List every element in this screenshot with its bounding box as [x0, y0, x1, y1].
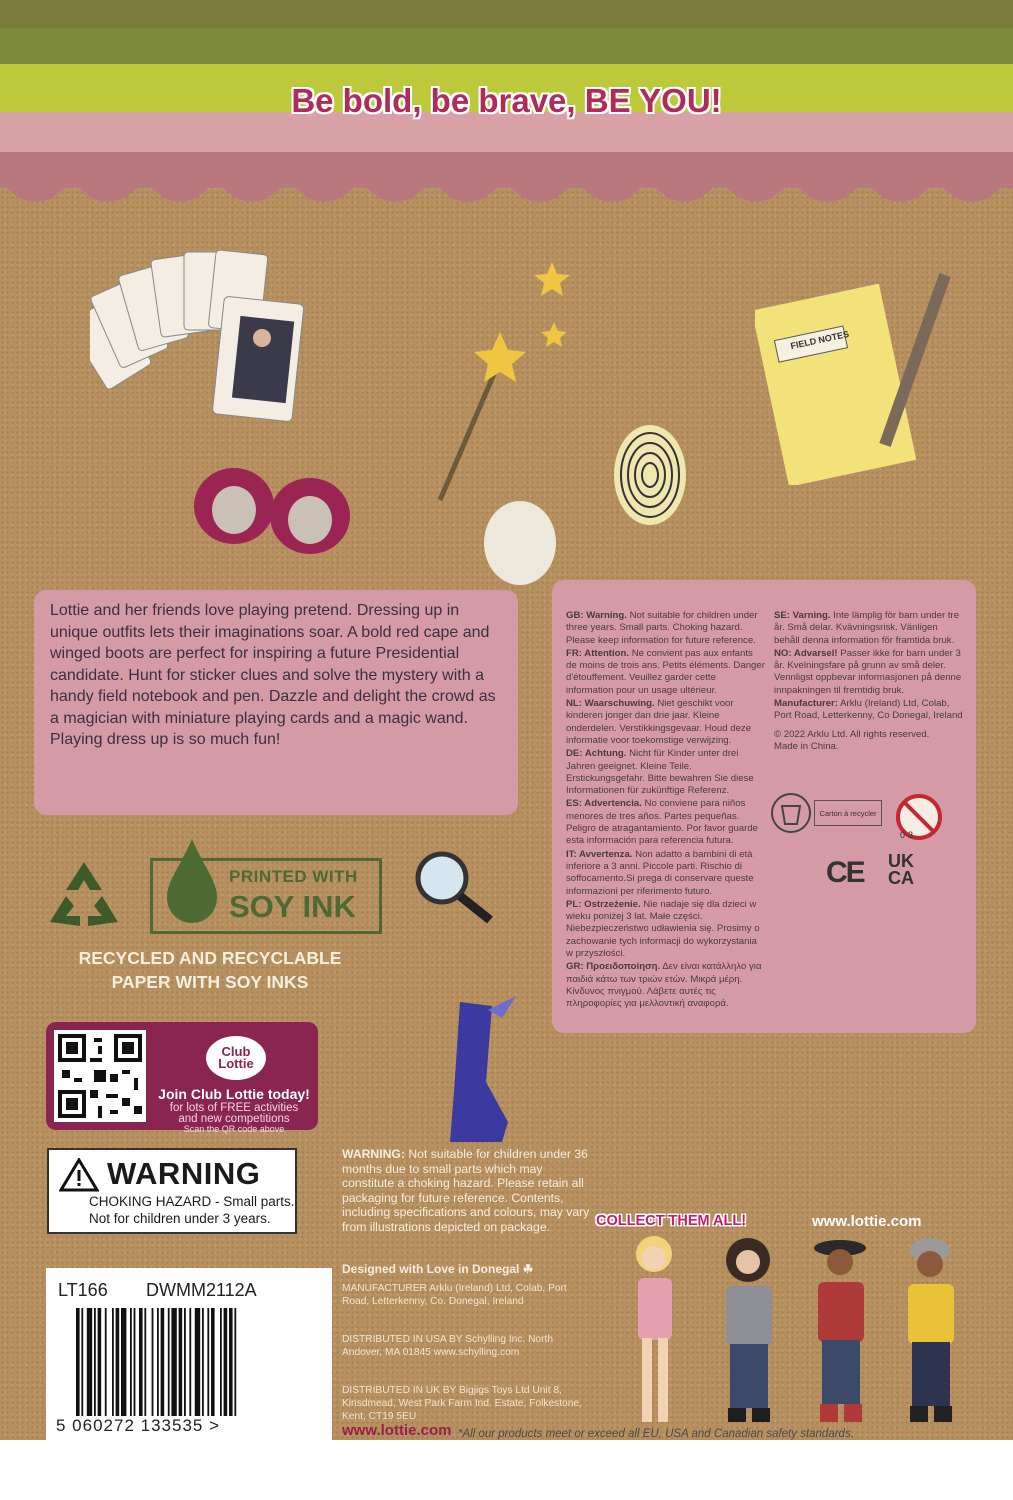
- warning-entry: [566, 610, 766, 647]
- warning-entry: [566, 798, 766, 847]
- barcode-bar: [184, 1308, 186, 1416]
- warning-label: FR: Attention.: [566, 647, 630, 659]
- club-lottie-panel[interactable]: [46, 1022, 318, 1134]
- club-line2: and new competitions: [178, 1113, 290, 1125]
- field-notebook-icon: [755, 255, 965, 485]
- triman-recycle-icon: [770, 792, 812, 834]
- scallop-edge: [0, 180, 1013, 206]
- lottie-dolls-illustration: [608, 1232, 980, 1436]
- barcode-bar: [76, 1308, 80, 1416]
- winged-boot-icon: [430, 992, 520, 1152]
- barcode-bar: [161, 1308, 165, 1416]
- fingerprint-icon: [610, 420, 690, 530]
- choke-line1: CHOKING HAZARD - Small parts.: [89, 1194, 295, 1209]
- warning-label: IT: Avvertenza.: [566, 848, 633, 860]
- barcode-bar: [105, 1308, 107, 1416]
- barcode-bar: [116, 1308, 120, 1416]
- barcode-bar: [207, 1308, 209, 1416]
- barcode-bar: [202, 1308, 204, 1416]
- warning-label: DE: Achtung.: [566, 748, 627, 760]
- warning-label: SE: Varning.: [774, 610, 831, 621]
- warning-entry: [566, 899, 766, 960]
- safety-footer: *All our products meet or exceed all EU, USA and Canadian safety standards.: [458, 1428, 854, 1440]
- warning-label: NO: Advarsel!: [774, 647, 838, 659]
- doll-hat: [814, 1240, 866, 1422]
- batch-code: DWMM2112A: [146, 1280, 257, 1300]
- barcode-bar: [234, 1308, 236, 1416]
- ce-mark: CE: [826, 856, 864, 889]
- copyright: © 2022 Arklu Ltd. All rights reserved.: [774, 728, 930, 740]
- collect-them-all: COLLECT THEM ALL!: [596, 1213, 747, 1229]
- warnings-panel: [552, 580, 976, 1033]
- barcode-bar: [211, 1308, 215, 1416]
- barcode-number: 5 060272 133535 >: [56, 1416, 221, 1435]
- magic-wand-icon: [420, 260, 570, 510]
- warning-entry: [566, 849, 766, 898]
- warning-text: Nicht für Kinder unter drei Jahren geeignet. Kleine Teile. Erstickungsgefahr. Bitte bewahren Sie diese Informationen für zukünftige Referenz.: [566, 748, 754, 797]
- ukca-mark: [888, 853, 914, 887]
- playing-cards-icon: [90, 240, 350, 430]
- doll-brunette: [726, 1238, 772, 1422]
- usa-distributor: DISTRIBUTED IN USA BY Schylling Inc. North Andover, MA 01845 www.schylling.com: [342, 1334, 553, 1358]
- barcode-bar: [229, 1308, 233, 1416]
- warning-text: Arklu (Ireland) Ltd, Colab, Port Road, Letterkenny, Co Donegal, Ireland: [774, 698, 963, 722]
- warnings-right-column: [774, 610, 964, 753]
- club-logo-top: Club: [221, 1044, 251, 1059]
- barcode-bar: [98, 1308, 102, 1416]
- warning-text: Δεν είναι κατάλληλο για παιδιά κάτω των τριών ετών. Μικρά μέρη. Κίνδυνος πνιγμού. Λάβετε αυτές τις πληροφορίες για μελλοντική αναφορά.: [566, 961, 762, 1010]
- notebook-label: FIELD NOTES: [789, 328, 850, 352]
- soy-line1: PRINTED WITH: [229, 867, 358, 886]
- warning-text: Not suitable for children under three years. Small parts. Choking hazard. Please keep information for future reference.: [566, 610, 758, 646]
- age-badge: 0-3: [900, 830, 914, 840]
- barcode-bar: [195, 1308, 200, 1416]
- club-logo-bottom: Lottie: [218, 1056, 254, 1071]
- barcode-bar: [224, 1308, 228, 1416]
- warning-entry: [566, 961, 766, 1010]
- barcode-bar: [130, 1308, 132, 1416]
- warning-text: No conviene para niños menores de tres años. Partes pequeñas. Peligro de atragantamiento. Por favor guarde esta información para referencia futura.: [566, 798, 758, 847]
- barcode-bar: [87, 1308, 92, 1416]
- warning-label: ES: Advertencia.: [566, 798, 642, 810]
- headline: Be bold, be brave, BE YOU!: [291, 82, 722, 119]
- choke-title: WARNING: [107, 1156, 261, 1191]
- soy-ink-badge: [150, 858, 382, 934]
- warning-text: Nie nadaje się dla dzieci w wieku poniżej 3 lat. Małe części. Niebezpieczeństwo udławienia się. Prosimy o zachowanie tych informacji do wykorzystania w przyszłości.: [566, 898, 760, 960]
- description-text: Lottie and her friends love playing pretend. Dressing up in unique outfits lets their imaginations soar. A bold red cape and winged boots are perfect for inspiring a future Presidential candidate. Hunt for sticker clues and solve the mystery with a handy field notebook and pen. Dazzle and delight the crowd as a magician with miniature playing cards and a magic wand. Playing dress up is so much fun!: [50, 602, 496, 748]
- product-code: LT166: [58, 1280, 108, 1300]
- magnifying-glass-icon: [410, 848, 500, 928]
- choke-line2: Not for children under 3 years.: [89, 1211, 271, 1226]
- warning-entry: [774, 698, 964, 723]
- warning-text: Ne convient pas aux enfants de moins de trois ans. Petits éléments. Danger d'étouffement. Veuillez garder cette information pour un usage ultérieur.: [566, 647, 765, 696]
- warning-entry: [774, 648, 964, 697]
- soy-line2: SOY INK: [229, 889, 356, 924]
- recycle-text: [40, 946, 380, 994]
- barcode-bar: [168, 1308, 170, 1416]
- club-lottie-logo: [206, 1036, 266, 1080]
- barcode-bar: [179, 1308, 183, 1416]
- bottom-margin: [0, 1440, 1013, 1500]
- carton-recycle-label: Carton à recycler: [814, 800, 882, 826]
- barcode-bar: [171, 1308, 176, 1416]
- recycle-line1: RECYCLED AND RECYCLABLE: [78, 948, 342, 968]
- uk-distributor: DISTRIBUTED IN UK BY Bigjigs Toys Ltd Unit 8, Kinsdmead, West Park Farm Ind. Estate, Folkestone, Kent, CT19 5EU: [342, 1385, 582, 1422]
- warning-text: Inte lämplig för barn under tre år. Små delar. Kvävningsrisk. Vänligen behåll denna information för framtida bruk.: [774, 610, 960, 646]
- barcode-bar: [139, 1308, 143, 1416]
- doll-boy: [908, 1238, 954, 1422]
- warning-triangle-icon: [59, 1158, 99, 1192]
- warning-entry: [566, 648, 766, 697]
- recycle-icon: [44, 858, 124, 930]
- package-warning-text: Not suitable for children under 36 months due to small parts which may constitute a choking hazard. Please retain all packaging for future reference. Contents, including specifications and colours, may vary from illustrations depicted on package.: [342, 1147, 590, 1234]
- egg-icon: [470, 498, 570, 588]
- warning-label: GR: Προειδοποίηση.: [566, 961, 661, 973]
- binoculars-icon: [188, 440, 358, 560]
- stripe-olive: [0, 0, 1013, 28]
- warning-label: Manufacturer:: [774, 698, 838, 710]
- description-panel: [34, 590, 518, 815]
- manufacturer-address: MANUFACTURER Arklu (Ireland) Ltd, Colab, Port Road, Letterkenny, Co. Donegal, Ireland: [342, 1283, 567, 1307]
- doll-blonde: [636, 1236, 672, 1422]
- warning-label: PL: Ostrzeżenie.: [566, 898, 641, 910]
- ukca-line1: UK: [888, 851, 914, 871]
- barcode-label: [46, 1268, 332, 1440]
- barcode-bar: [112, 1308, 114, 1416]
- package-warning: [342, 1147, 592, 1235]
- club-title: Join Club Lottie today!: [158, 1086, 310, 1102]
- barcode-bar: [81, 1308, 83, 1416]
- website-link[interactable]: www.lottie.com: [342, 1422, 452, 1439]
- warning-text: Niet geschikt voor kinderen jonger dan drie jaar. Kleine onderdelen. Verstikkingsgevaar. Houd deze informatie voor toekomstige verwijzing.: [566, 698, 752, 746]
- barcode-bar: [157, 1308, 159, 1416]
- barcode-bar: [94, 1308, 96, 1416]
- soy-drop-icon: [161, 835, 223, 927]
- warning-label: GB: Warning.: [566, 610, 627, 621]
- website-link-top[interactable]: www.lottie.com: [812, 1213, 922, 1230]
- warnings-left-column: [566, 610, 766, 1012]
- warning-entry: [566, 748, 766, 797]
- ukca-line2: CA: [888, 868, 914, 888]
- barcode-bar: [134, 1308, 136, 1416]
- barcode-bar: [152, 1308, 154, 1416]
- barcode-bar: [121, 1308, 126, 1416]
- warning-entry: [774, 610, 964, 647]
- club-line3: Scan the QR code above: [183, 1124, 285, 1134]
- barcode: [76, 1308, 296, 1416]
- choking-warning-label: [47, 1148, 297, 1234]
- recycle-line2: PAPER WITH SOY INKS: [111, 972, 309, 992]
- warning-text: Passer ikke for barn under 3 år. Kvelningsfare på grunn av små deler. Vennligst oppbevar informasjonen på denne innpakningen til fremtidig bruk.: [774, 647, 962, 696]
- qr-code[interactable]: [54, 1030, 146, 1122]
- barcode-bar: [189, 1308, 191, 1416]
- warning-entry: [566, 698, 766, 747]
- barcode-bar: [220, 1308, 222, 1416]
- designed-in-donegal: Designed with Love in Donegal ☘: [342, 1262, 534, 1276]
- club-line1: for lots of FREE activities: [169, 1102, 299, 1114]
- barcode-bar: [144, 1308, 146, 1416]
- package-warning-label: WARNING:: [342, 1147, 405, 1161]
- made-in: Made in China.: [774, 740, 839, 752]
- warning-label: NL: Waarschuwing.: [566, 698, 655, 710]
- stripe-green: [0, 28, 1013, 64]
- club-lines: [150, 1103, 318, 1125]
- warning-text: Non adatto a bambini di età inferiore a 3 anni. Piccole parti. Rischio di soffocamento.Si prega di conservare queste informazioni per riferimento futuro.: [566, 848, 754, 897]
